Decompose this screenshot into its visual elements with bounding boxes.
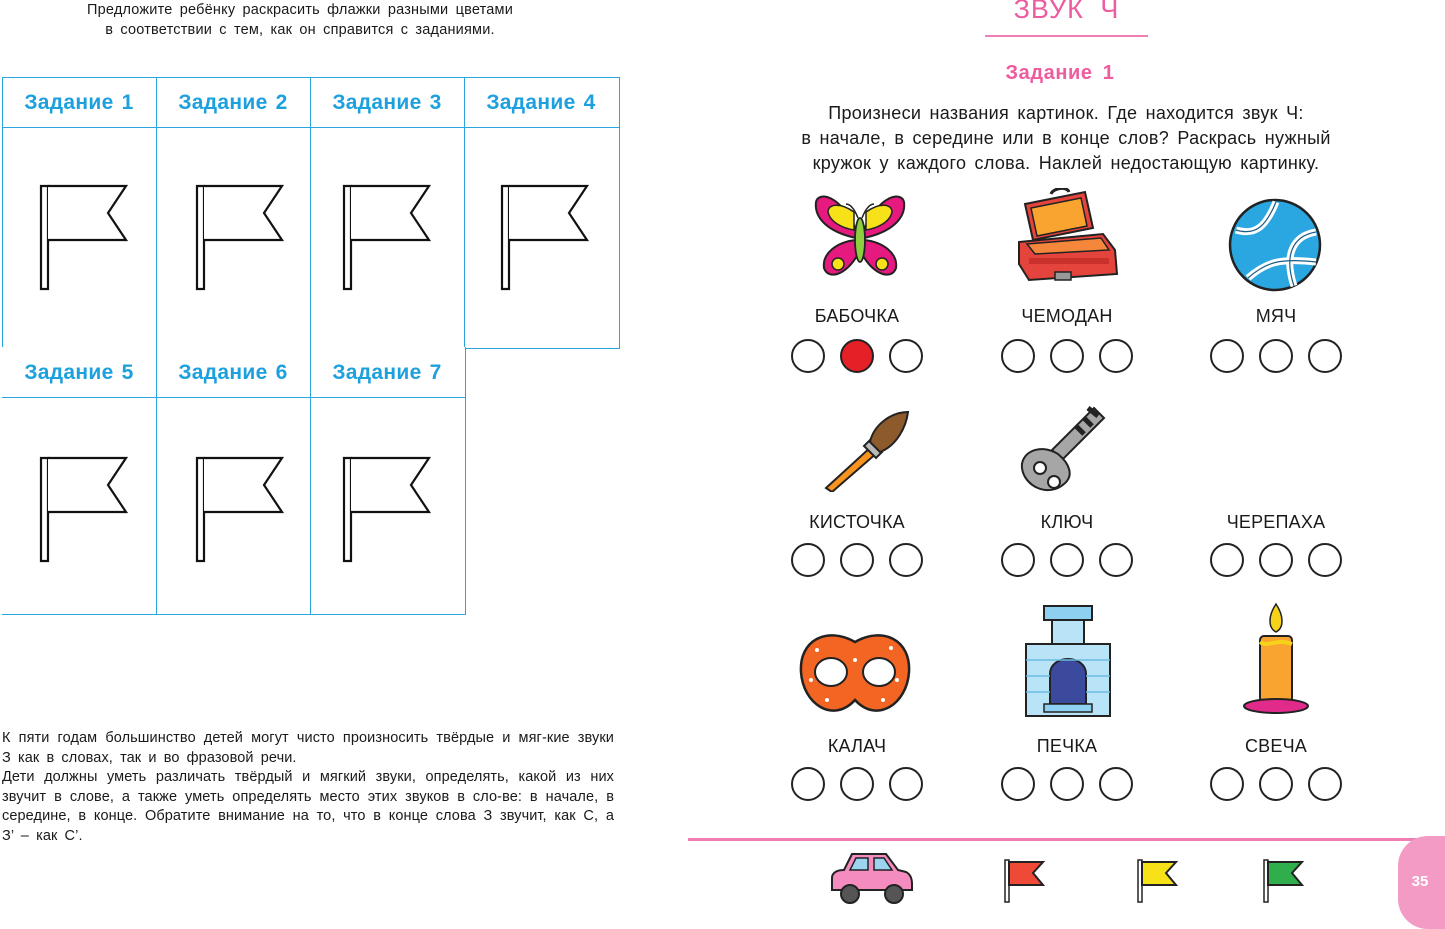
footer-divider <box>688 838 1445 841</box>
answer-circle[interactable] <box>1210 339 1244 373</box>
note-paragraph-1: К пяти годам большинство детей могут чисто произносить твёрдые и мяг-кие звуки З как в словах, так и во фразовой речи. <box>2 730 614 766</box>
key-icon <box>1018 402 1110 498</box>
flag-outline-icon[interactable] <box>192 455 288 565</box>
green-flag-icon <box>1262 858 1306 904</box>
stove-icon <box>1024 604 1112 718</box>
red-flag-icon <box>1003 858 1047 904</box>
ball-icon <box>1226 196 1324 294</box>
answer-circle[interactable] <box>1259 339 1293 373</box>
parent-note <box>2 729 614 846</box>
flag-outline-icon[interactable] <box>339 183 435 293</box>
flag-outline-icon[interactable] <box>192 183 288 293</box>
flag-outline-icon[interactable] <box>36 455 132 565</box>
answer-circle[interactable] <box>1210 767 1244 801</box>
title-underline <box>985 35 1148 37</box>
answer-circle[interactable] <box>791 339 825 373</box>
task-2-label: Задание 2 <box>178 91 288 114</box>
word-label: МЯЧ <box>1255 306 1297 326</box>
answer-circle[interactable] <box>1308 543 1342 577</box>
task-3-label: Задание 3 <box>332 91 442 114</box>
answer-circle[interactable] <box>840 767 874 801</box>
note-paragraph-2: Дети должны уметь различать твёрдый и мягкий звуки, определять, какой из них звучит в слове, а также уметь определять место этих звуков в сло-ве: в начале, в середине, в конце. Обратите внимание на то, что в конце слова З звучит, как С, а З’ – как С’. <box>2 769 614 844</box>
suitcase-icon <box>1015 188 1121 284</box>
answer-circle[interactable] <box>1050 339 1084 373</box>
task-6-label: Задание 6 <box>178 361 288 384</box>
answer-circle[interactable] <box>889 543 923 577</box>
page-number: 35 <box>1411 873 1429 890</box>
answer-circle[interactable] <box>1099 339 1133 373</box>
instruction-line-1: Произнеси названия картинок. Где находится звук Ч: <box>828 103 1304 123</box>
answer-circle[interactable] <box>1259 767 1293 801</box>
word-label: СВЕЧА <box>1244 736 1307 756</box>
task-5-label: Задание 5 <box>24 361 134 384</box>
instruction-line-2: в начале, в середине или в конце слов? Раскрась нужный <box>801 128 1331 148</box>
yellow-flag-icon <box>1136 858 1180 904</box>
butterfly-icon <box>810 192 910 284</box>
answer-circle[interactable] <box>840 339 874 373</box>
candle-icon <box>1242 602 1310 718</box>
intro-line-2: в соответствии с тем, как он справится с заданиями. <box>105 22 495 38</box>
answer-circle[interactable] <box>889 767 923 801</box>
flag-outline-icon[interactable] <box>36 183 132 293</box>
task-heading: Задание 1 <box>1005 62 1115 84</box>
page-title: ЗВУК Ч <box>1013 0 1120 24</box>
flag-outline-icon[interactable] <box>339 455 435 565</box>
intro-line-1: Предложите ребёнку раскрасить флажки разными цветами <box>86 2 514 18</box>
paintbrush-icon <box>820 410 912 492</box>
answer-circle[interactable] <box>1099 543 1133 577</box>
task-4-label: Задание 4 <box>486 91 596 114</box>
answer-circle[interactable] <box>1001 543 1035 577</box>
answer-circle[interactable] <box>791 767 825 801</box>
word-label: КАЛАЧ <box>827 736 887 756</box>
answer-circle[interactable] <box>791 543 825 577</box>
intro-text <box>30 0 570 40</box>
answer-circle[interactable] <box>1259 543 1293 577</box>
car-icon <box>828 850 914 908</box>
answer-circle[interactable] <box>1050 543 1084 577</box>
answer-circle[interactable] <box>840 543 874 577</box>
answer-circle[interactable] <box>1308 767 1342 801</box>
task-7-label: Задание 7 <box>332 361 442 384</box>
word-label: ЧЕРЕПАХА <box>1226 512 1326 532</box>
word-label: ЧЕМОДАН <box>1021 306 1113 326</box>
answer-circle[interactable] <box>1001 339 1035 373</box>
answer-circle[interactable] <box>1050 767 1084 801</box>
flag-outline-icon[interactable] <box>497 183 593 293</box>
answer-circle[interactable] <box>889 339 923 373</box>
answer-circle[interactable] <box>1001 767 1035 801</box>
answer-circle[interactable] <box>1099 767 1133 801</box>
instruction-text <box>750 101 1382 176</box>
word-label: КИСТОЧКА <box>809 512 905 532</box>
task-1-label: Задание 1 <box>24 91 134 114</box>
instruction-line-3: кружок у каждого слова. Наклей недостающую картинку. <box>812 153 1320 173</box>
answer-circle[interactable] <box>1210 543 1244 577</box>
word-label: БАБОЧКА <box>814 306 900 326</box>
word-label: ПЕЧКА <box>1036 736 1098 756</box>
pretzel-icon <box>797 628 913 722</box>
word-label: КЛЮЧ <box>1040 512 1094 532</box>
answer-circle[interactable] <box>1308 339 1342 373</box>
